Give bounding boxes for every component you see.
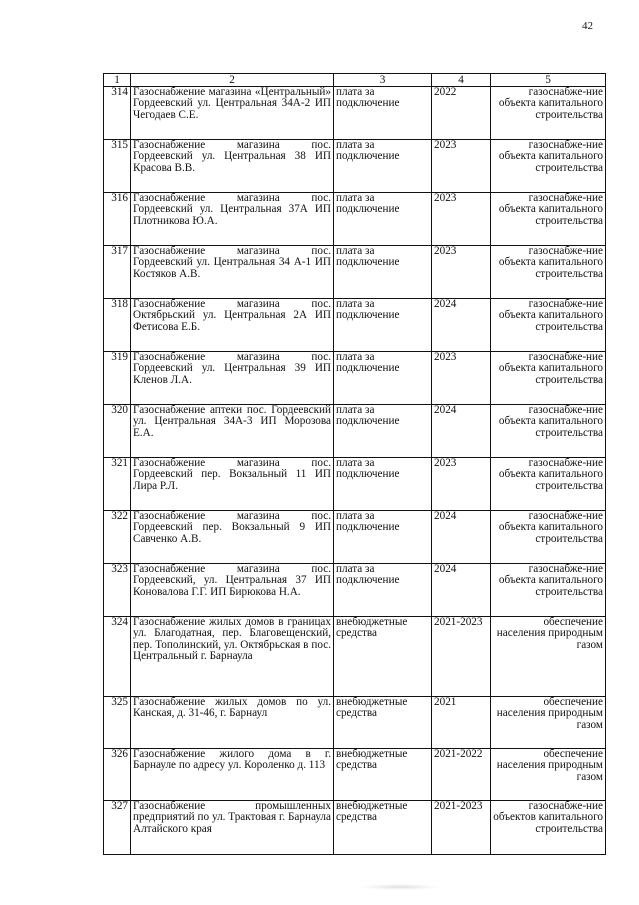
header-cell: 4 [432,74,491,87]
row-number-cell: 318 [104,299,131,352]
project-name-cell: Газоснабжение магазина пос. Гордеевский ул. Центральная 39 ИП Кленов Л.А. [131,352,334,405]
header-row [104,74,606,87]
table-row [104,193,606,246]
purpose-cell: обеспечение населения природным газом [491,617,606,697]
funding-source-cell: плата за подключение [334,299,432,352]
year-cell: 2023 [432,458,491,511]
purpose-cell: газоснабже-ние объекта капитального строительства [491,246,606,299]
header-cell: 1 [104,74,131,87]
row-number-cell: 327 [104,801,131,855]
row-number-cell: 316 [104,193,131,246]
year-cell: 2024 [432,564,491,617]
year-cell: 2023 [432,193,491,246]
funding-source-cell: плата за подключение [334,193,432,246]
funding-source-cell: внебюджетные средства [334,749,432,801]
year-cell: 2024 [432,405,491,458]
table-row [104,617,606,697]
table-row [104,405,606,458]
projects-table [103,73,606,855]
purpose-cell: обеспечение населения природным газом [491,697,606,749]
table-row [104,352,606,405]
row-number-cell: 321 [104,458,131,511]
funding-source-cell: плата за подключение [334,246,432,299]
row-number-cell: 324 [104,617,131,697]
scan-smudge [360,884,440,890]
purpose-cell: газоснабже-ние объекта капитального строительства [491,140,606,193]
year-cell: 2024 [432,511,491,564]
row-number-cell: 322 [104,511,131,564]
row-number-cell: 320 [104,405,131,458]
project-name-cell: Газоснабжение магазина пос. Гордеевский пер. Вокзальный 11 ИП Лира Р.Л. [131,458,334,511]
table-row [104,246,606,299]
purpose-cell: газоснабже-ние объекта капитального строительства [491,564,606,617]
table-row [104,511,606,564]
project-name-cell: Газоснабжение жилого дома в г. Барнауле по адресу ул. Короленко д. 113 [131,749,334,801]
year-cell: 2021-2022 [432,749,491,801]
purpose-cell: газоснабже-ние объекта капитального строительства [491,87,606,140]
funding-source-cell: плата за подключение [334,140,432,193]
funding-source-cell: плата за подключение [334,564,432,617]
funding-source-cell: внебюджетные средства [334,617,432,697]
year-cell: 2023 [432,140,491,193]
row-number-cell: 314 [104,87,131,140]
funding-source-cell: плата за подключение [334,458,432,511]
project-name-cell: Газоснабжение жилых домов по ул. Канская, д. 31-46, г. Барнаул [131,697,334,749]
funding-source-cell: внебюджетные средства [334,801,432,855]
row-number-cell: 317 [104,246,131,299]
project-name-cell: Газоснабжение магазина пос. Гордеевский пер. Вокзальный 9 ИП Савченко А.В. [131,511,334,564]
project-name-cell: Газоснабжение магазина пос. Октябрьский ул. Центральная 2А ИП Фетисова Е.Б. [131,299,334,352]
project-name-cell: Газоснабжение аптеки пос. Гордеевский ул. Центральная 34А-3 ИП Морозова Е.А. [131,405,334,458]
row-number-cell: 325 [104,697,131,749]
project-name-cell: Газоснабжение магазина пос. Гордеевский ул. Центральная 34 А-1 ИП Костяков А.В. [131,246,334,299]
funding-source-cell: плата за подключение [334,405,432,458]
table-row [104,697,606,749]
funding-source-cell: плата за подключение [334,352,432,405]
row-number-cell: 326 [104,749,131,801]
purpose-cell: газоснабже-ние объекта капитального строительства [491,458,606,511]
purpose-cell: газоснабже-ние объекта капитального строительства [491,352,606,405]
purpose-cell: газоснабже-ние объекта капитального строительства [491,405,606,458]
project-name-cell: Газоснабжение магазина пос. Гордеевский ул. Центральная 38 ИП Красова В.В. [131,140,334,193]
project-name-cell: Газоснабжение промышленных предприятий по ул. Трактовая г. Барнаула Алтайского края [131,801,334,855]
purpose-cell: газоснабже-ние объекта капитального строительства [491,511,606,564]
year-cell: 2021 [432,697,491,749]
table-row [104,458,606,511]
funding-source-cell: плата за подключение [334,87,432,140]
year-cell: 2021-2023 [432,617,491,697]
project-name-cell: Газоснабжение магазина пос. Гордеевский ул. Центральная 37А ИП Плотникова Ю.А. [131,193,334,246]
table-row [104,564,606,617]
table-row [104,140,606,193]
project-name-cell: Газоснабжение жилых домов в границах ул. Благодатная, пер. Благовещенский, пер. Тополинский, ул. Октябрьская в пос. Центральный г. Барнаула [131,617,334,697]
purpose-cell: обеспечение населения природным газом [491,749,606,801]
header-cell: 3 [334,74,432,87]
purpose-cell: газоснабже-ние объекта капитального строительства [491,193,606,246]
project-name-cell: Газоснабжение магазина «Центральный» Гордеевский ул. Центральная 34А-2 ИП Чегодаев С.Е. [131,87,334,140]
header-cell: 5 [491,74,606,87]
year-cell: 2023 [432,246,491,299]
table-row [104,87,606,140]
table-row [104,801,606,855]
funding-source-cell: внебюджетные средства [334,697,432,749]
table-row [104,299,606,352]
funding-source-cell: плата за подключение [334,511,432,564]
row-number-cell: 323 [104,564,131,617]
year-cell: 2021-2023 [432,801,491,855]
page-number: 42 [582,20,593,32]
project-name-cell: Газоснабжение магазина пос. Гордеевский, ул. Центральная 37 ИП Коновалова Г.Г. ИП Бирюкова Н.А. [131,564,334,617]
header-cell: 2 [131,74,334,87]
year-cell: 2023 [432,352,491,405]
purpose-cell: газоснабже-ние объектов капитального строительства [491,801,606,855]
table-row [104,749,606,801]
row-number-cell: 315 [104,140,131,193]
purpose-cell: газоснабже-ние объекта капитального строительства [491,299,606,352]
row-number-cell: 319 [104,352,131,405]
year-cell: 2022 [432,87,491,140]
year-cell: 2024 [432,299,491,352]
